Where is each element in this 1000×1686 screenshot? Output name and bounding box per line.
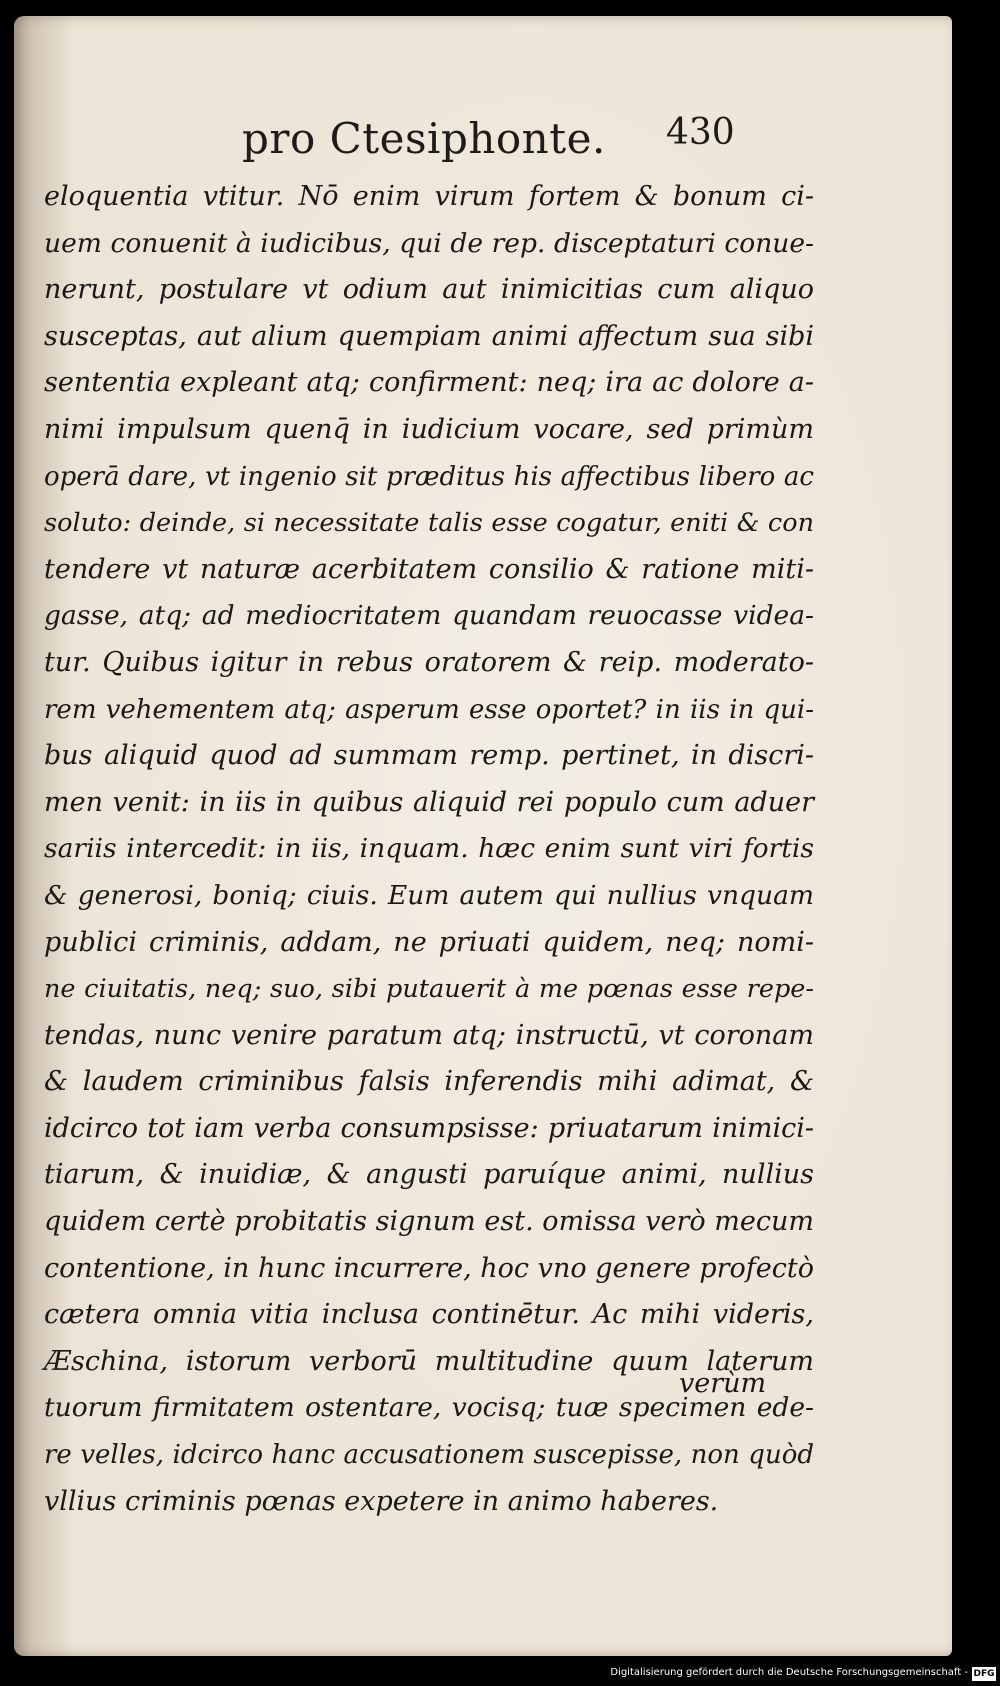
text-line: tiarum, & inuidiæ, & angusti paruíque animi, nullius: [44, 1159, 814, 1191]
text-line: nerunt, postulare vt odium aut inimicitias cum aliquo: [44, 274, 814, 306]
text-line: contentione, in hunc incurrere, hoc vno genere profectò: [44, 1252, 814, 1284]
running-head: pro Ctesiphonte.: [242, 114, 606, 163]
body-text: [44, 174, 814, 1525]
text-line: sententia expleant atq; confirment: neq; ira ac dolore a-: [44, 367, 814, 399]
text-line: susceptas, aut alium quempiam animi affectum sua sibi: [44, 320, 814, 352]
text-line: uem conuenit à iudicibus, qui de rep. disceptaturi conue-: [44, 227, 814, 259]
text-line: Æschina, istorum verborū multitudine quum laterum: [44, 1345, 814, 1377]
text-line: tendas, nunc venire paratum atq; instructū, vt coronam: [44, 1019, 814, 1051]
text-line: & generosi, boniq; ciuis. Eum autem qui nullius vnquam: [44, 879, 814, 911]
text-line: gasse, atq; ad mediocritatem quandam reuocasse videa-: [44, 600, 814, 632]
text-line: nimi impulsum quenq̄ in iudicium vocare, sed primùm: [44, 413, 814, 445]
footer-strip: [0, 1664, 1000, 1686]
text-line: publici criminis, addam, ne priuati quidem, neq; nomi-: [44, 926, 814, 958]
text-line: men venit: in iis in quibus aliquid rei populo cum aduer: [44, 786, 814, 818]
text-line: sariis intercedit: in iis, inquam. hæc enim sunt viri fortis: [44, 833, 814, 865]
text-line: tuorum firmitatem ostentare, vocisq; tuæ specimen ede-: [44, 1392, 814, 1424]
text-line: rem vehementem atq; asperum esse oportet? in iis in qui-: [44, 694, 814, 725]
text-line: re velles, idcirco hanc accusationem suscepisse, non quòd: [44, 1440, 814, 1471]
text-line: ne ciuitatis, neq; suo, sibi putauerit à me pœnas esse repe-: [44, 974, 814, 1005]
text-line: eloquentia vtitur. Nō enim virum fortem & bonum ci-: [44, 181, 814, 212]
dfg-logo-icon: DFG: [973, 1669, 995, 1679]
text-line: soluto: deinde, si necessitate talis esse cogatur, eniti & con: [44, 508, 814, 539]
text-line: idcirco tot iam verba consumpsisse: priuatarum inimici-: [44, 1112, 814, 1144]
text-line: tur. Quibus igitur in rebus oratorem & reip. moderato-: [44, 646, 814, 678]
catchword: verùm: [679, 1368, 767, 1399]
text-line: operā dare, vt ingenio sit præditus his affectibus libero ac: [44, 461, 814, 492]
text-line: bus aliquid quod ad summam remp. pertinet, in discri-: [44, 740, 814, 772]
dfg-credit: Digitalisierung gefördert durch die Deutsche Forschungsgemeinschaft -: [610, 1667, 968, 1678]
book-page: [14, 16, 952, 1656]
text-line: quidem certè probitatis signum est. omissa verò mecum: [44, 1206, 814, 1238]
text-line: vllius criminis pœnas expetere in animo haberes.: [44, 1485, 719, 1517]
page-header: [14, 106, 952, 166]
text-line: & laudem criminibus falsis inferendis mihi adimat, &: [44, 1066, 814, 1098]
text-line: tendere vt naturæ acerbitatem consilio & ratione miti-: [44, 553, 814, 585]
page-number: 430: [666, 112, 735, 153]
text-line: cætera omnia vitia inclusa continētur. Ac mihi videris,: [44, 1299, 814, 1331]
